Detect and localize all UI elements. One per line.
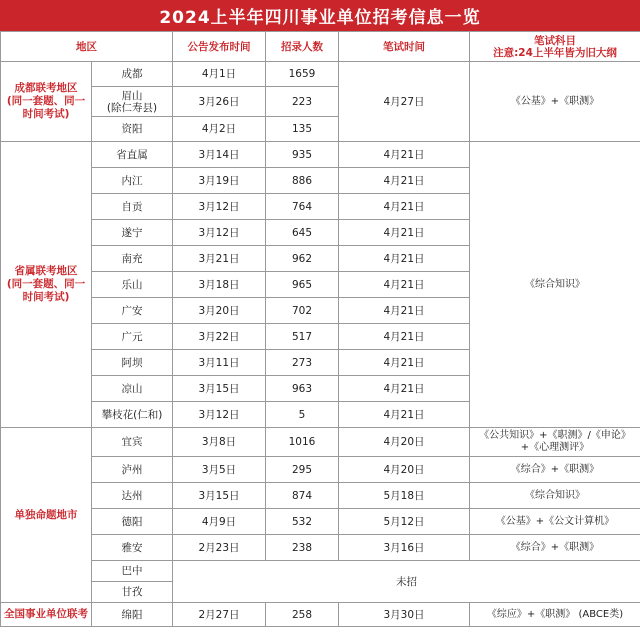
announce-cell: 3月15日	[173, 376, 266, 402]
exam-cell: 4月21日	[339, 298, 470, 324]
city-cell: 雅安	[92, 535, 173, 561]
subject-cell: 《综应》+《职测》 (ABCE类)	[470, 603, 640, 627]
city-cell	[92, 87, 173, 117]
region-chengdu	[1, 62, 92, 142]
city-cell: 攀枝花(仁和)	[92, 402, 173, 428]
exam-cell: 4月20日	[339, 428, 470, 457]
exam-cell: 4月21日	[339, 350, 470, 376]
table-row	[1, 509, 640, 535]
recruit-cell: 963	[266, 376, 339, 402]
city-cell: 甘孜	[92, 582, 173, 603]
exam-cell: 4月21日	[339, 376, 470, 402]
announce-cell: 3月14日	[173, 142, 266, 168]
region-province	[1, 142, 92, 428]
announce-cell: 4月9日	[173, 509, 266, 535]
table-row	[1, 483, 640, 509]
announce-cell: 2月23日	[173, 535, 266, 561]
exam-cell: 4月21日	[339, 402, 470, 428]
recruit-cell: 238	[266, 535, 339, 561]
announce-cell: 3月15日	[173, 483, 266, 509]
city-cell: 资阳	[92, 117, 173, 142]
city-cell: 绵阳	[92, 603, 173, 627]
city-name: 眉山	[121, 89, 143, 102]
city-cell: 省直属	[92, 142, 173, 168]
table-header-row	[1, 32, 640, 62]
region-label: 成都联考地区	[14, 82, 78, 94]
recruit-cell: 935	[266, 142, 339, 168]
announce-cell: 4月2日	[173, 117, 266, 142]
recruit-cell: 135	[266, 117, 339, 142]
city-cell: 遂宁	[92, 220, 173, 246]
exam-cell: 4月21日	[339, 142, 470, 168]
exam-cell: 5月18日	[339, 483, 470, 509]
recruit-cell: 886	[266, 168, 339, 194]
table-row	[1, 142, 640, 168]
exam-cell: 4月20日	[339, 457, 470, 483]
subject-cell: 《综合》+《职测》	[470, 535, 640, 561]
city-cell: 广安	[92, 298, 173, 324]
exam-cell: 5月12日	[339, 509, 470, 535]
city-cell: 德阳	[92, 509, 173, 535]
city-cell: 达州	[92, 483, 173, 509]
recruit-cell: 702	[266, 298, 339, 324]
announce-cell: 3月5日	[173, 457, 266, 483]
exam-cell: 4月21日	[339, 194, 470, 220]
subject-cell: 《公基》+《公文计算机》	[470, 509, 640, 535]
announce-cell: 3月21日	[173, 246, 266, 272]
recruit-cell: 645	[266, 220, 339, 246]
exam-cell: 4月21日	[339, 246, 470, 272]
recruit-cell: 273	[266, 350, 339, 376]
announce-cell: 3月18日	[173, 272, 266, 298]
city-cell: 内江	[92, 168, 173, 194]
region-national: 全国事业单位联考	[1, 603, 92, 627]
announce-cell: 3月12日	[173, 194, 266, 220]
subject-line: 《公共知识》+《职测》/《申论》	[479, 430, 631, 441]
recruit-cell: 965	[266, 272, 339, 298]
not-recruiting-cell: 未招	[173, 561, 640, 603]
city-note: (除仁寿县)	[106, 101, 158, 114]
announce-cell: 4月1日	[173, 62, 266, 87]
city-cell: 巴中	[92, 561, 173, 582]
city-cell: 泸州	[92, 457, 173, 483]
recruit-cell: 295	[266, 457, 339, 483]
subject-line: +《心理测评》	[520, 442, 590, 453]
table-row	[1, 561, 640, 582]
exam-cell: 3月16日	[339, 535, 470, 561]
header-exam-subject	[470, 32, 640, 62]
recruit-cell: 1659	[266, 62, 339, 87]
city-cell: 凉山	[92, 376, 173, 402]
table-row	[1, 428, 640, 457]
header-subject-title: 笔试科目	[534, 34, 576, 47]
announce-cell: 3月20日	[173, 298, 266, 324]
announce-cell: 3月19日	[173, 168, 266, 194]
city-cell: 宜宾	[92, 428, 173, 457]
header-subject-note: 注意:24上半年皆为旧大纲	[493, 46, 617, 59]
recruit-cell: 764	[266, 194, 339, 220]
recruit-cell: 532	[266, 509, 339, 535]
subject-cell: 《综合知识》	[470, 483, 640, 509]
region-label: 省属联考地区	[14, 265, 78, 277]
recruit-cell: 223	[266, 87, 339, 117]
subject-cell: 《综合》+《职测》	[470, 457, 640, 483]
recruit-cell: 874	[266, 483, 339, 509]
header-recruit-count: 招录人数	[266, 32, 339, 62]
announce-cell: 3月12日	[173, 402, 266, 428]
exam-info-table	[0, 31, 640, 627]
recruit-cell: 517	[266, 324, 339, 350]
table-row	[1, 457, 640, 483]
region-independent: 单独命题地市	[1, 428, 92, 603]
city-cell: 乐山	[92, 272, 173, 298]
region-label: 时间考试)	[22, 108, 70, 120]
header-announce-date: 公告发布时间	[173, 32, 266, 62]
region-label: (同一套题、同一	[6, 95, 86, 107]
announce-cell: 3月22日	[173, 324, 266, 350]
table-row	[1, 62, 640, 87]
announce-cell: 2月27日	[173, 603, 266, 627]
announce-cell: 3月8日	[173, 428, 266, 457]
page-title: 2024上半年四川事业单位招考信息一览	[0, 0, 640, 31]
exam-cell: 4月21日	[339, 324, 470, 350]
exam-cell: 4月21日	[339, 272, 470, 298]
region-label: 时间考试)	[22, 291, 70, 303]
recruit-cell: 1016	[266, 428, 339, 457]
exam-cell: 4月27日	[339, 62, 470, 142]
exam-cell: 3月30日	[339, 603, 470, 627]
recruit-cell: 258	[266, 603, 339, 627]
recruit-cell: 962	[266, 246, 339, 272]
header-region: 地区	[1, 32, 173, 62]
exam-cell: 4月21日	[339, 220, 470, 246]
announce-cell: 3月12日	[173, 220, 266, 246]
table-row	[1, 535, 640, 561]
city-cell: 南充	[92, 246, 173, 272]
announce-cell: 3月11日	[173, 350, 266, 376]
exam-cell: 4月21日	[339, 168, 470, 194]
subject-cell: 《公基》+《职测》	[470, 62, 640, 142]
announce-cell: 3月26日	[173, 87, 266, 117]
city-cell: 成都	[92, 62, 173, 87]
recruit-cell: 5	[266, 402, 339, 428]
header-exam-date: 笔试时间	[339, 32, 470, 62]
subject-cell: 《综合知识》	[470, 142, 640, 428]
city-cell: 自贡	[92, 194, 173, 220]
subject-cell	[470, 428, 640, 457]
table-row	[1, 603, 640, 627]
city-cell: 阿坝	[92, 350, 173, 376]
region-label: (同一套题、同一	[6, 278, 86, 290]
city-cell: 广元	[92, 324, 173, 350]
